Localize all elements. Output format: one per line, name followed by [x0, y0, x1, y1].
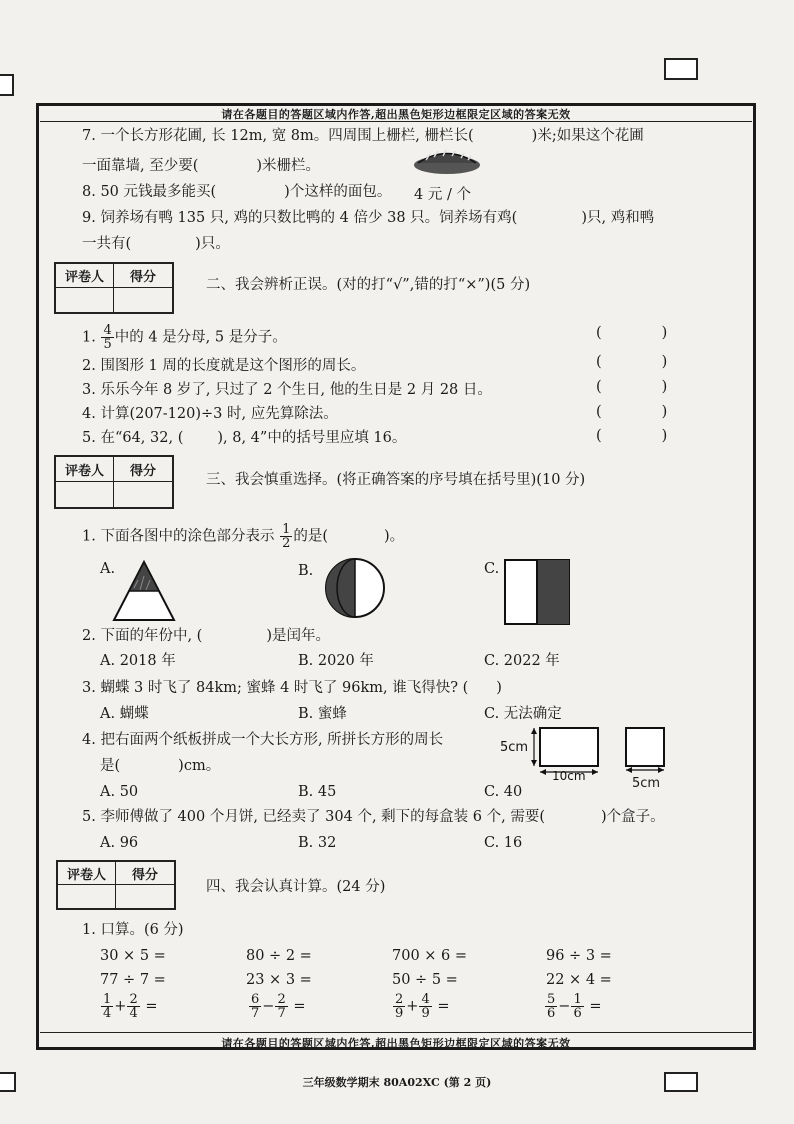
- grader-label-reviewer: 评卷人: [56, 457, 114, 482]
- paren-close: ): [661, 428, 668, 444]
- frac-numerator: 2: [129, 992, 138, 1007]
- fraction-1-2: [280, 523, 292, 550]
- grader-cell-reviewer[interactable]: [58, 885, 116, 908]
- paren-open: (: [596, 428, 602, 444]
- frac-numerator: 5: [547, 992, 556, 1007]
- grader-label-score: 得分: [114, 264, 172, 288]
- grader-label-score: 得分: [114, 457, 172, 482]
- p3-q3-opt-a: A. 蝴蝶: [100, 706, 149, 722]
- grader-box-part2: [54, 262, 174, 314]
- p2-q3: 3. 乐乐今年 8 岁了, 只过了 2 个生日, 他的生日是 2 月 28 日。: [82, 382, 492, 398]
- p3-q4-opt-b: B. 45: [298, 784, 337, 800]
- frac-operator: −: [262, 998, 275, 1015]
- calc-r2-c1: 77 ÷ 7 =: [100, 972, 166, 988]
- rectangle-figure: [504, 559, 570, 625]
- p2-q5: [82, 429, 406, 447]
- frac-numerator: 2: [395, 992, 404, 1007]
- q7-text-c: 一面靠墙, 至少要(: [82, 158, 199, 174]
- frac-numerator: 4: [421, 992, 430, 1007]
- notice-bottom: 请在各题目的答题区域内作答,超出黑色矩形边框限定区域的答案无效: [221, 1037, 571, 1050]
- frac-denominator: 7: [251, 1006, 260, 1021]
- p3-q2: [82, 627, 330, 645]
- grader-box-part3: [54, 455, 174, 509]
- q7-text-b: )米;如果这个花圃: [531, 128, 644, 144]
- circle-figure: [324, 557, 386, 619]
- p2-q5-text-b: ), 8, 4”中的括号里应填 16。: [217, 430, 407, 446]
- calc-r2-c3: 50 ÷ 5 =: [392, 972, 458, 988]
- p3-q5: [82, 808, 665, 826]
- frac-b: [571, 993, 583, 1020]
- answer-paren-p2-q4[interactable]: [596, 403, 667, 421]
- frac-numerator: 1: [282, 522, 291, 537]
- grader-label-score: 得分: [116, 862, 174, 885]
- frac-a: [545, 993, 557, 1020]
- paren-open: (: [596, 354, 602, 370]
- q9-text-b: )只, 鸡和鸭: [581, 210, 655, 226]
- p3-q1-opt-c-label: C.: [484, 561, 500, 577]
- p3-q5-text-a: 5. 李师傅做了 400 个月饼, 已经卖了 304 个, 剩下的每盒装 6 个, 需要(: [82, 809, 545, 825]
- q7-line2: [82, 157, 320, 175]
- q8-text-a: 8. 50 元钱最多能买(: [82, 184, 217, 200]
- p3-q4-line2: [100, 757, 220, 775]
- paren-close: ): [661, 354, 668, 370]
- notice-top: 请在各题目的答题区域内作答,超出黑色矩形边框限定区域的答案无效: [221, 108, 571, 121]
- label-10cm: 10cm: [552, 769, 586, 782]
- bread-image: [412, 148, 482, 176]
- answer-paren-p2-q1[interactable]: [596, 324, 667, 342]
- calc-r1-c3: 700 × 6 =: [392, 948, 468, 964]
- frac-operator: −: [558, 998, 571, 1015]
- frac-denominator: 7: [277, 1006, 286, 1021]
- p3-q2-opt-a: A. 2018 年: [100, 653, 176, 669]
- frac-b: [275, 993, 287, 1020]
- q9-text-a: 9. 饲养场有鸭 135 只, 鸡的只数比鸭的 4 倍少 38 只。饲养场有鸡(: [82, 210, 518, 226]
- p3-q5-opt-b: B. 32: [298, 835, 337, 851]
- frac-b: [127, 993, 139, 1020]
- q9-text-c: 一共有(: [82, 236, 132, 252]
- q9-line1: [82, 209, 654, 227]
- paper-pieces-figure: [476, 722, 676, 782]
- answer-paren-p2-q2[interactable]: [596, 353, 667, 371]
- frac-numerator: 2: [277, 992, 286, 1007]
- frac-numerator: 1: [103, 992, 112, 1007]
- frac-denominator: 9: [421, 1006, 430, 1021]
- q8-line: [82, 183, 391, 201]
- frac-denominator: 5: [103, 337, 112, 352]
- notice-top-line: [40, 121, 752, 122]
- p3-q4-text-b: 是(: [100, 758, 121, 774]
- q7-text-a: 7. 一个长方形花圃, 长 12m, 宽 8m。四周围上栅栏, 栅栏长(: [82, 128, 474, 144]
- fraction-4-5: [101, 324, 113, 351]
- grader-cell-reviewer[interactable]: [56, 288, 114, 312]
- p3-q3-opt-c: C. 无法确定: [484, 706, 562, 722]
- frac-numerator: 1: [573, 992, 582, 1007]
- part2-title: 二、我会辨析正误。(对的打“√”,错的打“×”)(5 分): [206, 277, 531, 293]
- q9-text-d: )只。: [195, 236, 230, 252]
- calc-r1-c2: 80 ÷ 2 =: [246, 948, 312, 964]
- frac-operator: +: [406, 998, 419, 1015]
- calc-r3-c4: [544, 993, 601, 1020]
- p3-q5-text-b: )个盒子。: [601, 809, 665, 825]
- p3-q3-text: 3. 蝴蝶 3 时飞了 84km; 蜜蜂 4 时飞了 96km, 谁飞得快? (: [82, 680, 469, 696]
- grader-cell-score[interactable]: [114, 288, 172, 312]
- notice-bottom-line: [40, 1032, 752, 1033]
- p3-q2-opt-c: C. 2022 年: [484, 653, 560, 669]
- q7-line1: [82, 127, 644, 145]
- grader-cell-score[interactable]: [114, 482, 172, 507]
- calc-r1-c4: 96 ÷ 3 =: [546, 948, 612, 964]
- triangle-figure: [112, 560, 176, 622]
- answer-paren-p2-q3[interactable]: [596, 378, 667, 396]
- bread-price: 4 元 / 个: [414, 187, 471, 203]
- p3-q5-opt-c: C. 16: [484, 835, 523, 851]
- p3-q2-text-a: 2. 下面的年份中, (: [82, 628, 203, 644]
- frac-a: [249, 993, 261, 1020]
- calc-r3-c3: [392, 993, 449, 1020]
- frac-numerator: 6: [251, 992, 260, 1007]
- q9-line2: [82, 235, 230, 253]
- p3-q3-text-end: ): [496, 680, 502, 696]
- paren-open: (: [596, 379, 602, 395]
- frac-denominator: 2: [282, 536, 291, 551]
- frac-denominator: 6: [573, 1006, 582, 1021]
- p3-q5-opt-a: A. 96: [100, 835, 139, 851]
- p3-q4-text-c: )cm。: [178, 758, 221, 774]
- frac-denominator: 9: [395, 1006, 404, 1021]
- p3-q4-line1: 4. 把右面两个纸板拼成一个大长方形, 所拼长方形的周长: [82, 732, 444, 748]
- part4-title: 四、我会认真计算。(24 分): [206, 879, 386, 895]
- frac-denominator: 4: [103, 1006, 112, 1021]
- calc-r2-c4: 22 × 4 =: [546, 972, 612, 988]
- frac-denominator: 6: [547, 1006, 556, 1021]
- frac-a: [393, 993, 405, 1020]
- grader-box-part4: [56, 860, 176, 910]
- p2-q5-text-a: 5. 在“64, 32, (: [82, 430, 184, 446]
- page-footer: 三年级数学期末 80A02XC (第 2 页): [302, 1076, 492, 1089]
- paren-open: (: [596, 325, 602, 341]
- frac-equals: =: [589, 998, 602, 1015]
- p3-q2-opt-b: B. 2020 年: [298, 653, 374, 669]
- p2-q1-text: 中的 4 是分母, 5 是分子。: [114, 329, 287, 346]
- paren-close: ): [661, 404, 668, 420]
- p3-q2-text-b: )是闰年。: [266, 628, 330, 644]
- p3-q1: [82, 523, 404, 550]
- frac-equals: =: [437, 998, 450, 1015]
- calc-r2-c2: 23 × 3 =: [246, 972, 312, 988]
- p2-q4: 4. 计算(207-120)÷3 时, 应先算除法。: [82, 406, 338, 422]
- grader-cell-score[interactable]: [116, 885, 174, 908]
- p3-q4-opt-c: C. 40: [484, 784, 523, 800]
- calc-r3-c2: [248, 993, 305, 1020]
- p3-q3-opt-b: B. 蜜蜂: [298, 706, 347, 722]
- p3-q1-text-a: 1. 下面各图中的涂色部分表示: [82, 528, 275, 545]
- corner-mark-top-right: [664, 58, 698, 80]
- label-5cm-right-text: 5cm: [632, 776, 661, 791]
- frac-b: [419, 993, 431, 1020]
- frac-operator: +: [114, 998, 127, 1015]
- frac-a: [101, 993, 113, 1020]
- p3-q1-opt-a-label: A.: [100, 561, 116, 577]
- frac-numerator: 4: [103, 323, 112, 338]
- frac-denominator: 4: [129, 1006, 138, 1021]
- p3-q3: [82, 679, 502, 697]
- grader-cell-reviewer[interactable]: [56, 482, 114, 507]
- grader-label-reviewer: 评卷人: [58, 862, 116, 885]
- calc-r3-c1: [100, 993, 157, 1020]
- p2-q1: [82, 324, 287, 351]
- frac-equals: =: [145, 998, 158, 1015]
- label-5cm-left: 5cm: [500, 740, 529, 755]
- p2-q1-num: 1.: [82, 329, 96, 346]
- paren-open: (: [596, 404, 602, 420]
- p3-q1-text-c: )。: [384, 528, 405, 545]
- calc-r1-c1: 30 × 5 =: [100, 948, 166, 964]
- corner-mark-top-left: [0, 74, 14, 96]
- q7-text-d: )米栅栏。: [256, 158, 321, 174]
- grader-label-reviewer: 评卷人: [56, 264, 114, 288]
- p3-q4-opt-a: A. 50: [100, 784, 139, 800]
- frac-equals: =: [293, 998, 306, 1015]
- p2-q2: 2. 围图形 1 周的长度就是这个图形的周长。: [82, 358, 366, 374]
- q8-text-b: )个这样的面包。: [284, 184, 392, 200]
- paren-close: ): [661, 325, 668, 341]
- paren-close: ): [661, 379, 668, 395]
- p4-sub1: 1. 口算。(6 分): [82, 922, 184, 938]
- p3-q1-opt-b-label: B.: [298, 563, 314, 579]
- answer-paren-p2-q5[interactable]: [596, 427, 667, 445]
- part3-title: 三、我会慎重选择。(将正确答案的序号填在括号里)(10 分): [206, 472, 586, 488]
- p3-q1-text-b: 的是(: [293, 528, 329, 545]
